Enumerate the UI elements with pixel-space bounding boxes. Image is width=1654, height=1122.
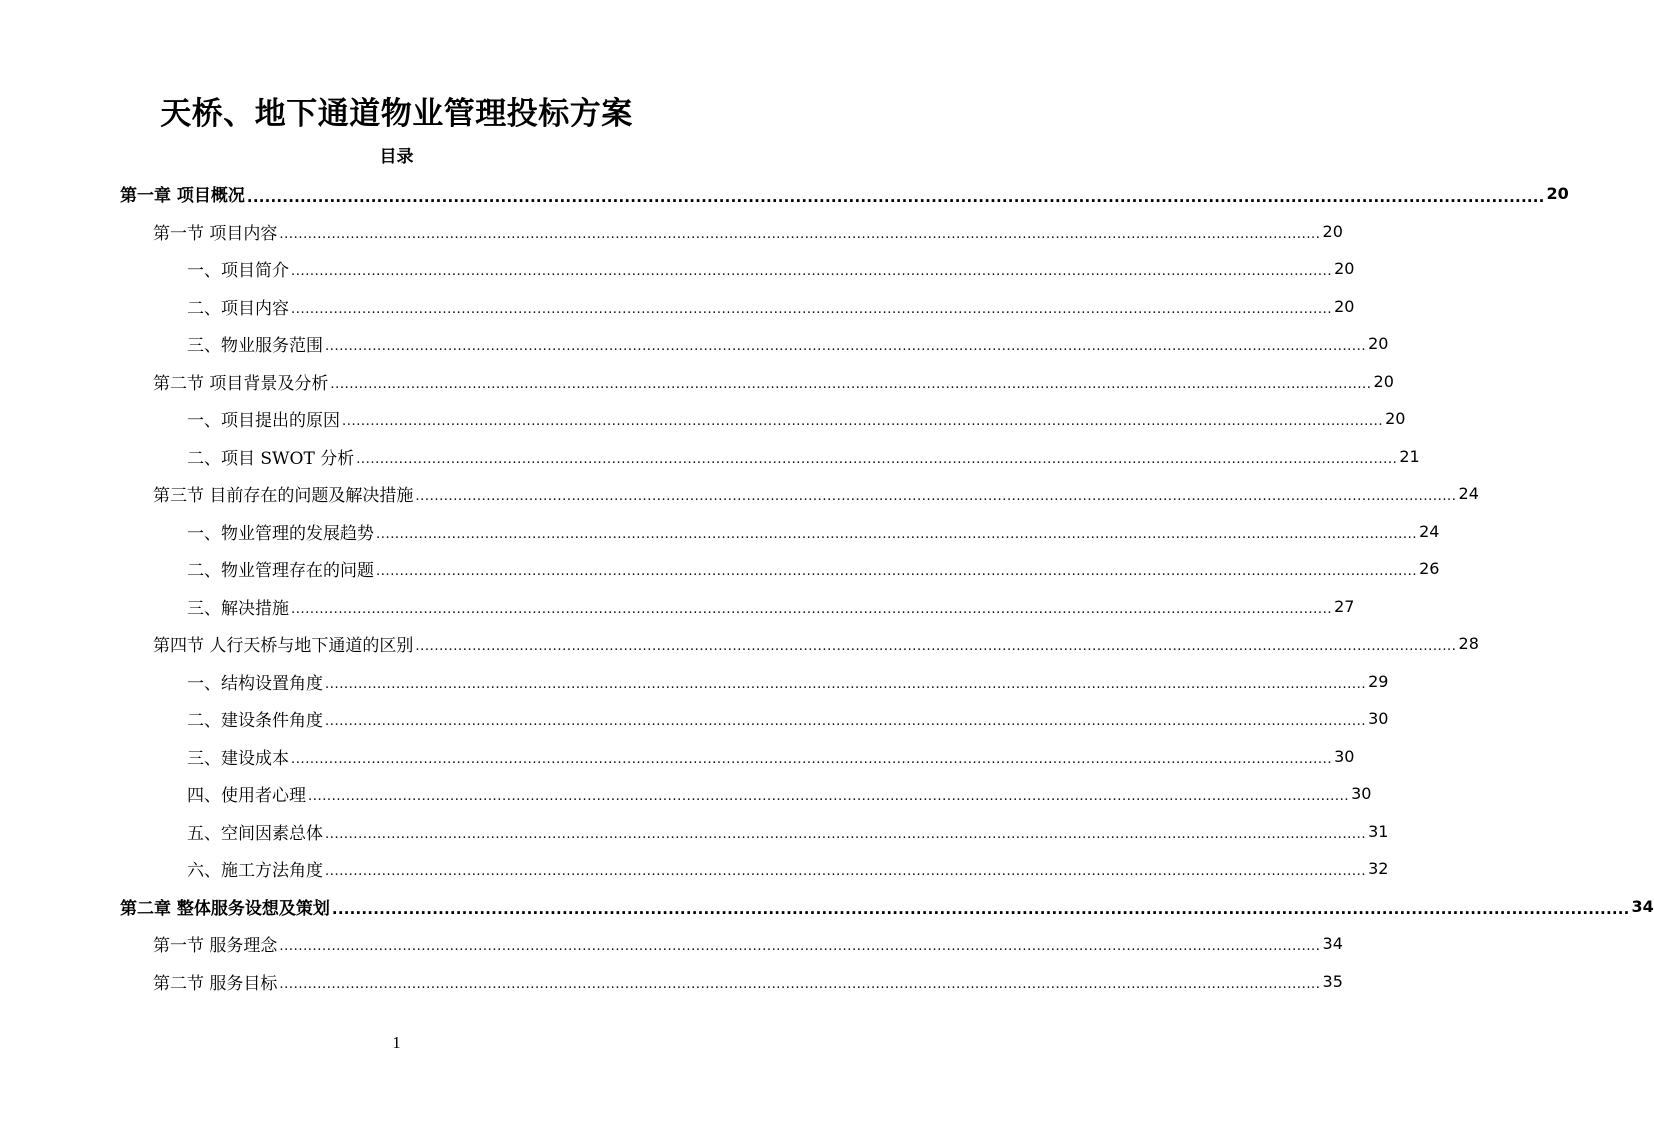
toc-entry-title: 一、物业管理的发展趋势	[187, 523, 374, 544]
toc-dot-leader: ............................................................................................................................................................................................................................	[291, 751, 1333, 767]
toc-entry-page: 20	[1373, 371, 1394, 391]
toc-entry[interactable]	[0, 588, 1355, 626]
toc-entry-page: 21	[1399, 446, 1420, 466]
toc-entry-page: 20	[1334, 259, 1355, 279]
toc-entry[interactable]	[0, 288, 1355, 326]
toc-entry[interactable]	[0, 625, 1479, 663]
document-title: 天桥、地下通道物业管理投标方案	[160, 96, 633, 132]
toc-entry-page: 27	[1334, 596, 1355, 616]
toc-entry[interactable]	[0, 438, 1420, 476]
toc-dot-leader: ............................................................................................................................................................................................................................	[325, 826, 1367, 842]
toc-dot-leader: ............................................................................................................................................................................................................................	[376, 526, 1418, 542]
toc-entry-title: 第二章 整体服务设想及策划	[120, 898, 330, 919]
toc-entry-title: 第二节 服务目标	[153, 973, 278, 994]
toc-entry[interactable]	[0, 400, 1406, 438]
toc-entry-page: 30	[1368, 709, 1389, 729]
toc-dot-leader: ............................................................................................................................................................................................................................	[415, 639, 1457, 655]
toc-entry-page: 34	[1322, 934, 1343, 954]
toc-entry[interactable]	[0, 963, 1343, 1001]
toc-dot-leader: ............................................................................................................................................................................................................................	[279, 976, 1321, 992]
toc-entry-title: 一、结构设置角度	[187, 673, 323, 694]
page-number: 1	[392, 1033, 401, 1052]
toc-dot-leader: ............................................................................................................................................................................................................................	[246, 187, 1545, 206]
toc-entry-page: 20	[1322, 221, 1343, 241]
toc-entry-title: 二、项目 SWOT 分析	[187, 448, 355, 469]
toc-entry-title: 第四节 人行天桥与地下通道的区别	[153, 636, 414, 657]
toc-entry-page: 34	[1631, 896, 1654, 916]
toc-entry-page: 30	[1351, 784, 1372, 804]
toc-dot-leader: ............................................................................................................................................................................................................................	[330, 376, 1372, 392]
toc-entry-title: 第一章 项目概况	[120, 186, 245, 207]
toc-entry-page: 24	[1458, 484, 1479, 504]
toc-dot-leader: ............................................................................................................................................................................................................................	[415, 489, 1457, 505]
toc-entry-title: 四、使用者心理	[187, 786, 306, 807]
toc-entry-title: 六、施工方法角度	[187, 861, 323, 882]
toc-entry[interactable]	[0, 513, 1440, 551]
toc-entry-title: 第三节 目前存在的问题及解决措施	[153, 486, 414, 507]
toc-entry-page: 29	[1368, 671, 1389, 691]
toc-entry-page: 20	[1334, 296, 1355, 316]
toc-entry-title: 第一节 服务理念	[153, 936, 278, 957]
toc-entry[interactable]	[0, 663, 1389, 701]
toc-entry-title: 一、项目简介	[187, 261, 289, 282]
toc-entry[interactable]	[0, 813, 1389, 851]
toc-entry-page: 31	[1368, 821, 1389, 841]
toc-entry-title: 第二节 项目背景及分析	[153, 373, 329, 394]
toc-entry-page: 30	[1334, 746, 1355, 766]
toc-entry[interactable]	[0, 175, 1569, 213]
toc-entry[interactable]	[0, 850, 1389, 888]
toc-entry-title: 一、项目提出的原因	[187, 411, 340, 432]
toc-entry-title: 二、物业管理存在的问题	[187, 561, 374, 582]
toc-dot-leader: ............................................................................................................................................................................................................................	[356, 451, 1398, 467]
toc-entry[interactable]	[0, 738, 1355, 776]
toc-entry-page: 35	[1322, 971, 1343, 991]
toc-dot-leader: ............................................................................................................................................................................................................................	[325, 339, 1367, 355]
toc-heading: 目录	[379, 147, 414, 167]
toc-entry[interactable]	[0, 888, 1654, 926]
toc-entry-page: 20	[1368, 334, 1389, 354]
toc-entry[interactable]	[0, 700, 1389, 738]
toc-entry-title: 二、建设条件角度	[187, 711, 323, 732]
toc-dot-leader: ............................................................................................................................................................................................................................	[279, 226, 1321, 242]
toc-dot-leader: ............................................................................................................................................................................................................................	[291, 301, 1333, 317]
toc-entry[interactable]	[0, 250, 1355, 288]
toc-dot-leader: ............................................................................................................................................................................................................................	[325, 864, 1367, 880]
toc-entry-title: 第一节 项目内容	[153, 223, 278, 244]
toc-entry-title: 三、解决措施	[187, 598, 289, 619]
toc-dot-leader: ............................................................................................................................................................................................................................	[342, 414, 1384, 430]
toc-dot-leader: ............................................................................................................................................................................................................................	[325, 676, 1367, 692]
toc-dot-leader: ............................................................................................................................................................................................................................	[376, 564, 1418, 580]
toc-entry[interactable]	[0, 925, 1343, 963]
toc-entry-title: 二、项目内容	[187, 298, 289, 319]
toc-entry-page: 20	[1385, 409, 1406, 429]
toc-entry[interactable]	[0, 363, 1394, 401]
table-of-contents	[0, 175, 1654, 1000]
toc-entry-page: 32	[1368, 859, 1389, 879]
toc-entry[interactable]	[0, 475, 1479, 513]
toc-dot-leader: ............................................................................................................................................................................................................................	[308, 789, 1350, 805]
toc-dot-leader: ............................................................................................................................................................................................................................	[291, 601, 1333, 617]
toc-entry[interactable]	[0, 775, 1372, 813]
toc-dot-leader: ............................................................................................................................................................................................................................	[279, 939, 1321, 955]
toc-entry[interactable]	[0, 550, 1440, 588]
toc-entry-page: 28	[1458, 634, 1479, 654]
toc-entry[interactable]	[0, 213, 1343, 251]
toc-dot-leader: ............................................................................................................................................................................................................................	[331, 900, 1630, 919]
toc-entry-title: 五、空间因素总体	[187, 823, 323, 844]
toc-entry-page: 20	[1546, 184, 1569, 204]
toc-entry[interactable]	[0, 325, 1389, 363]
toc-dot-leader: ............................................................................................................................................................................................................................	[291, 264, 1333, 280]
toc-dot-leader: ............................................................................................................................................................................................................................	[325, 714, 1367, 730]
toc-entry-title: 三、建设成本	[187, 748, 289, 769]
toc-entry-title: 三、物业服务范围	[187, 336, 323, 357]
toc-entry-page: 26	[1419, 559, 1440, 579]
toc-entry-page: 24	[1419, 521, 1440, 541]
